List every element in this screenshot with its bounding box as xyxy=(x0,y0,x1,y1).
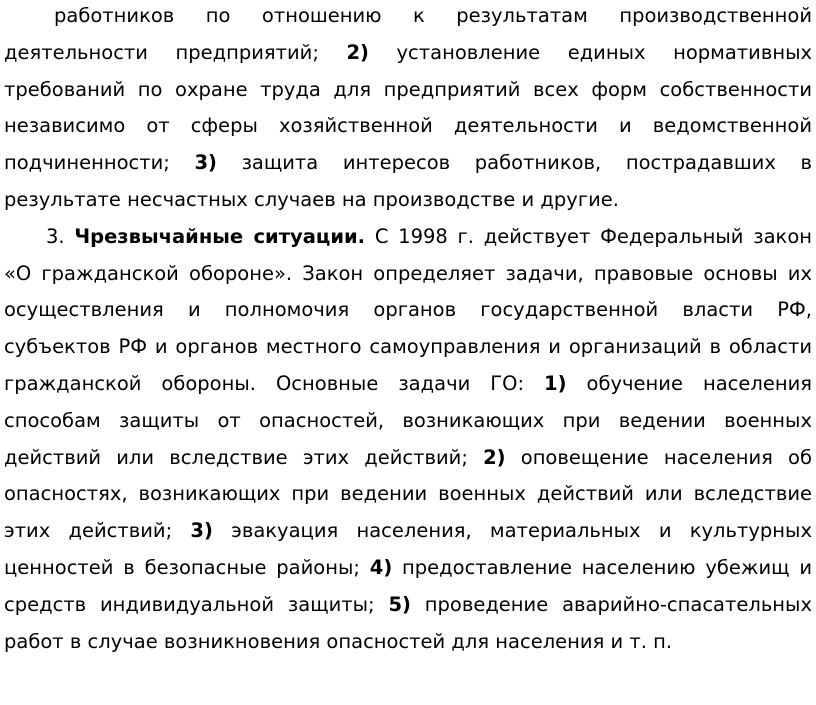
paragraph1-text-2: установление единых нормативных требований по охране труда для предприятий всех форм собственности независимо от сферы хозяйственной деятельности и ведомственной подчиненности; xyxy=(4,40,813,175)
task-text-3: эвакуация населения, материальных и культурных ценностей в безопасные районы; xyxy=(4,519,812,579)
task-number-4: 4) xyxy=(369,555,393,579)
task-number-2: 2) xyxy=(483,445,506,469)
paragraph2-intro: С 1998 г. действует Федеральный закон «О гражданской обороне». Закон определяет задачи, правовые основы их осуществления и полномочия органов государственной власти РФ, субъектов РФ и органов местного самоуправления и организаций в области гражданской обороны. Основные задачи ГО: xyxy=(4,224,812,395)
task-text-4: предоставление населению убежищ и средств индивидуальной защиты; xyxy=(4,555,812,616)
list-number-2: 2) xyxy=(346,40,369,64)
paragraph1-text-1: работников по отношению к результатам производственной деятельности предприятий; xyxy=(4,4,812,64)
task-text-5: проведение аварийно-спасательных работ в случае возникновения опасностей для населения и т. п. xyxy=(4,592,812,653)
paragraph-emergency-situations xyxy=(4,219,812,661)
section-number: 3. xyxy=(46,224,65,248)
task-number-1: 1) xyxy=(544,371,567,395)
task-number-5: 5) xyxy=(388,592,411,616)
list-number-3: 3) xyxy=(194,151,217,175)
paragraph1-text-3: защита интересов работников, пострадавших в результате несчастных случаев на производстве и другие. xyxy=(4,151,812,211)
task-number-3: 3) xyxy=(190,519,213,543)
section-heading: Чрезвычайные ситуации. xyxy=(74,224,366,248)
task-text-1: обучение населения способам защиты от опасностей, возникающих при ведении военных действий или вследствие этих действий; xyxy=(4,371,812,469)
paragraph-labor-protection xyxy=(4,0,812,219)
task-text-2: оповещение населения об опасностях, возникающих при ведении военных действий или вследствие этих действий; xyxy=(4,445,812,543)
